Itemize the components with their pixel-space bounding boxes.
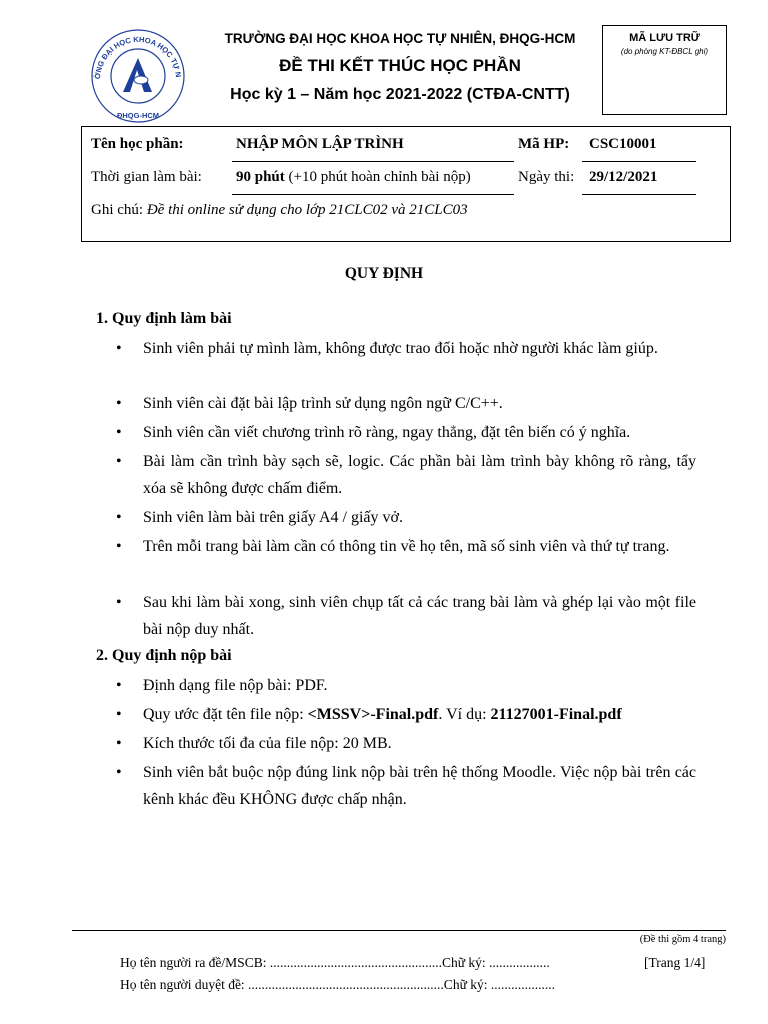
course-code-label: Mã HP: xyxy=(518,136,570,152)
logo-arc-text: ỜNG ĐẠI HỌC KHOA HỌC TỰ N xyxy=(92,34,183,80)
list-item-text: Sinh viên cài đặt bài lập trình sử dụng ngôn ngữ C/C++. xyxy=(143,395,503,412)
author-signature-line: Họ tên người ra đề/MSCB: ...................................................Chữ ký: .................. xyxy=(120,955,550,970)
naming-mid: . Ví dụ: xyxy=(438,706,491,723)
note-value: Đề thi online sử dụng cho lớp 21CLC02 và 21CLC03 xyxy=(146,202,468,218)
list-item-text: Kích thước tối đa của file nộp: 20 MB. xyxy=(143,735,392,752)
archive-note: (do phòng KT-ĐBCL ghi) xyxy=(620,47,709,56)
duration-label: Thời gian làm bài: xyxy=(91,169,202,185)
list-item-text: Sau khi làm bài xong, sinh viên chụp tất cả các trang bài làm và ghép lại vào một file bài nộp duy nhất. xyxy=(143,594,696,638)
list-item: • Sinh viên cần viết chương trình rõ ràng, ngay thẳng, đặt tên biến có ý nghĩa. xyxy=(116,420,696,447)
exam-date-label: Ngày thi: xyxy=(518,169,575,185)
list-item: • Trên mỗi trang bài làm cần có thông tin về họ tên, mã số sinh viên và thứ tự trang. xyxy=(116,534,696,561)
list-item-text: Sinh viên phải tự mình làm, không được trao đổi hoặc nhờ người khác làm giúp. xyxy=(143,340,658,357)
list-item: • Kích thước tối đa của file nộp: 20 MB. xyxy=(116,731,696,758)
reviewer-signature-line: Họ tên người duyệt đề: ..........................................................Chữ ký: ................... xyxy=(120,977,556,992)
course-code-underline xyxy=(582,161,696,162)
course-info-box xyxy=(81,126,731,242)
list-item: • Sinh viên cài đặt bài lập trình sử dụng ngôn ngữ C/C++. xyxy=(116,391,696,418)
logo-bottom-text: ĐHQG-HCM xyxy=(116,111,160,120)
note-label: Ghi chú: xyxy=(91,202,147,218)
archive-code-box xyxy=(602,25,727,115)
list-item: • Quy ước đặt tên file nộp: <MSSV>-Final.pdf. Ví dụ: 21127001-Final.pdf xyxy=(116,702,696,729)
list-item-text: Định dạng file nộp bài: PDF. xyxy=(143,677,328,694)
school-name: TRƯỜNG ĐẠI HỌC KHOA HỌC TỰ NHIÊN, ĐHQG-HCM xyxy=(224,31,576,46)
university-logo xyxy=(90,28,186,124)
course-value: NHẬP MÔN LẬP TRÌNH xyxy=(236,136,404,152)
section2-heading: 2. Quy định nộp bài xyxy=(96,647,232,664)
list-item-text: Sinh viên bắt buộc nộp đúng link nộp bài trên hệ thống Moodle. Việc nộp bài trên các kênh khác đều KHÔNG được chấp nhận. xyxy=(143,764,696,808)
list-item: • Sinh viên bắt buộc nộp đúng link nộp bài trên hệ thống Moodle. Việc nộp bài trên các kênh khác đều KHÔNG được chấp nhận. xyxy=(116,760,696,813)
course-code-value: CSC10001 xyxy=(589,136,657,152)
course-underline xyxy=(232,161,514,162)
exam-date-value: 29/12/2021 xyxy=(589,169,658,185)
list-item-text: Sinh viên làm bài trên giấy A4 / giấy vở. xyxy=(143,509,403,526)
duration-value-line xyxy=(236,169,471,186)
list-item: • Sinh viên làm bài trên giấy A4 / giấy vở. xyxy=(116,505,696,532)
duration-extra: (+10 phút hoàn chỉnh bài nộp) xyxy=(284,169,471,185)
list-item-text: Bài làm cần trình bày sạch sẽ, logic. Các phần bài làm trình bày không rõ ràng, tẩy xóa sẽ không được chấm điểm. xyxy=(143,453,696,497)
naming-prefix: Quy ước đặt tên file nộp: xyxy=(143,706,308,723)
list-item-text: Sinh viên cần viết chương trình rõ ràng, ngay thẳng, đặt tên biến có ý nghĩa. xyxy=(143,424,631,441)
semester-line: Học kỳ 1 – Năm học 2021-2022 (CTĐA-CNTT) xyxy=(230,86,570,103)
naming-example: 21127001-Final.pdf xyxy=(490,706,622,723)
naming-pattern: <MSSV>-Final.pdf xyxy=(307,706,439,723)
list-item: • Định dạng file nộp bài: PDF. xyxy=(116,673,696,700)
list-item-text: Trên mỗi trang bài làm cần có thông tin về họ tên, mã số sinh viên và thứ tự trang. xyxy=(143,538,670,555)
list-item: • Sau khi làm bài xong, sinh viên chụp tất cả các trang bài làm và ghép lại vào một file bài nộp duy nhất. xyxy=(116,590,696,643)
page-number: [Trang 1/4] xyxy=(644,955,706,970)
duration-value: 90 phút xyxy=(236,169,285,185)
course-label: Tên học phần: xyxy=(91,136,184,152)
footer-divider xyxy=(72,930,726,931)
section1-heading: 1. Quy định làm bài xyxy=(96,310,232,327)
duration-underline xyxy=(232,194,514,195)
rules-title: QUY ĐỊNH xyxy=(344,265,424,282)
list-item: • Sinh viên phải tự mình làm, không được trao đổi hoặc nhờ người khác làm giúp. xyxy=(116,336,696,363)
page-count-note: (Đề thi gồm 4 trang) xyxy=(639,934,726,945)
note-line xyxy=(91,202,468,219)
list-item-text xyxy=(143,702,696,729)
archive-title: MÃ LƯU TRỮ xyxy=(629,32,700,44)
list-item: • Bài làm cần trình bày sạch sẽ, logic. Các phần bài làm trình bày không rõ ràng, tẩy xóa sẽ không được chấm điểm. xyxy=(116,449,696,502)
exam-date-underline xyxy=(582,194,696,195)
exam-title: ĐỀ THI KẾT THÚC HỌC PHẦN xyxy=(279,56,521,75)
